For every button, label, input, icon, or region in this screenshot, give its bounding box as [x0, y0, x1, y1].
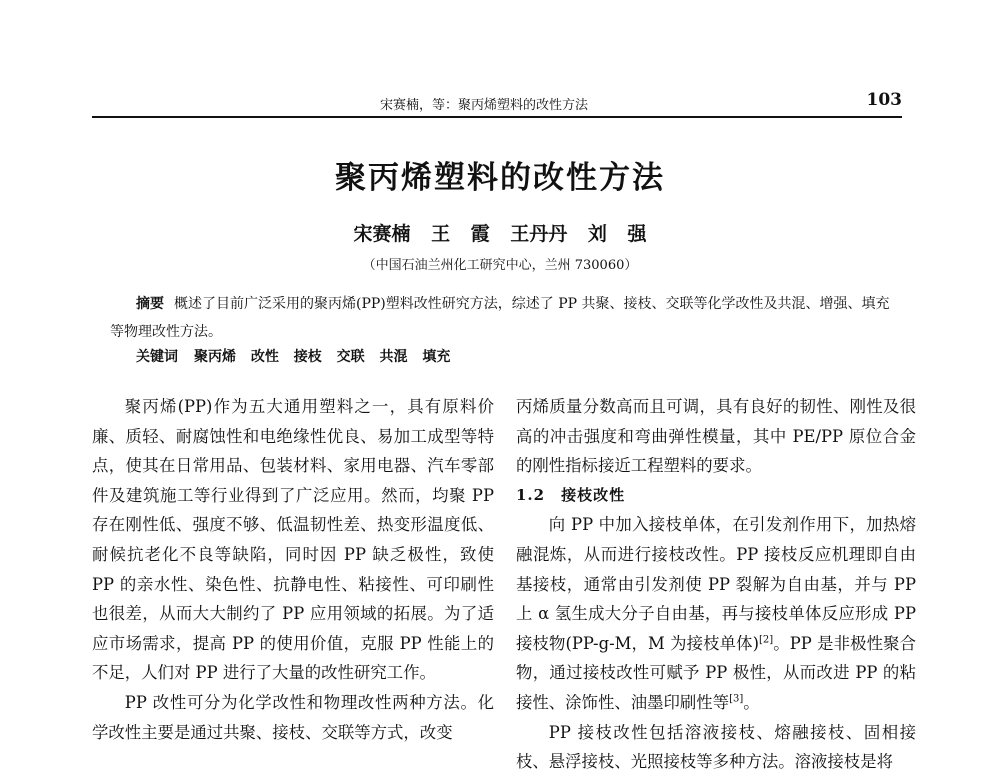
- paper-title: 聚丙烯塑料的改性方法: [335, 160, 665, 196]
- keywords-label: 关键词: [136, 349, 178, 365]
- right-paragraph-2: [516, 510, 916, 717]
- section-heading: 1.2 接枝改性: [516, 485, 626, 504]
- running-title: 宋赛楠，等：聚丙烯塑料的改性方法: [380, 98, 589, 113]
- left-column: [92, 392, 494, 747]
- right-paragraph-1: 丙烯质量分数高而且可调，具有良好的韧性、刚性及很高的冲击强度和弯曲弹性模量，其中 PE/PP 原位合金的刚性指标接近工程塑料的要求。: [516, 397, 916, 476]
- authors: 宋赛楠 王 霞 王丹丹 刘 强: [353, 223, 647, 245]
- header-rule: [92, 116, 902, 118]
- left-paragraph-1: 聚丙烯(PP)作为五大通用塑料之一，具有原料价廉、质轻、耐腐蚀性和电绝缘性优良、易加工成型等特点，使其在日常用品、包装材料、家用电器、汽车零部件及建筑施工等行业得到了广泛应用。然而，均聚 PP 存在刚性低、强度不够、低温韧性差、热变形温度低、耐候抗老化不良等缺陷，同时因 PP 缺乏极性，致使 PP 的亲水性、染色性、抗静电性、粘接性、可印刷性也很差，从而大大制约了 PP 应用领域的拓展。为了适应市场需求，提高 PP 的使用价值，克服 PP 性能上的不足，人们对 PP 进行了大量的改性研究工作。: [92, 397, 494, 683]
- left-paragraph-2: PP 改性可分为化学改性和物理改性两种方法。化学改性主要是通过共聚、接枝、交联等方式，改变: [92, 692, 494, 742]
- right-paragraph-2-text: 向 PP 中加入接枝单体，在引发剂作用下，加热熔融混炼，从而进行接枝改性。PP 接枝反应机理即自由基接枝，通常由引发剂使 PP 裂解为自由基，并与 PP 上 α 氢生成大分子自由基，再与接枝单体反应形成 PP 接枝物(PP-g-M，M 为接枝单体): [516, 515, 916, 653]
- keywords-terms: 聚丙烯 改性 接枝 交联 共混 填充: [194, 349, 451, 365]
- citation-2: [2]: [758, 634, 774, 646]
- abstract: [110, 290, 900, 346]
- page-number: 103: [866, 90, 902, 110]
- affiliation: （中国石油兰州化工研究中心，兰州 730060）: [362, 258, 638, 273]
- right-paragraph-2-end: 。: [743, 692, 760, 712]
- right-paragraph-2-text-b: 。PP 是非极性聚合物，通过接枝改性可赋予 PP 极性，从而改进 PP 的粘接性、涂饰性、油墨印刷性等: [516, 633, 916, 712]
- right-paragraph-3: PP 接枝改性包括溶液接枝、熔融接枝、固相接枝、悬浮接枝、光照接枝等多种方法。溶液接枝是将: [516, 722, 916, 772]
- abstract-text: 概述了目前广泛采用的聚丙烯(PP)塑料改性研究方法，综述了 PP 共聚、接枝、交联等化学改性及共混、增强、填充等物理改性方法。: [110, 296, 890, 340]
- right-column: [516, 392, 916, 777]
- citation-3: [3]: [729, 693, 744, 705]
- running-head: [92, 90, 902, 112]
- keywords: [136, 346, 836, 366]
- abstract-label: 摘要: [136, 296, 164, 312]
